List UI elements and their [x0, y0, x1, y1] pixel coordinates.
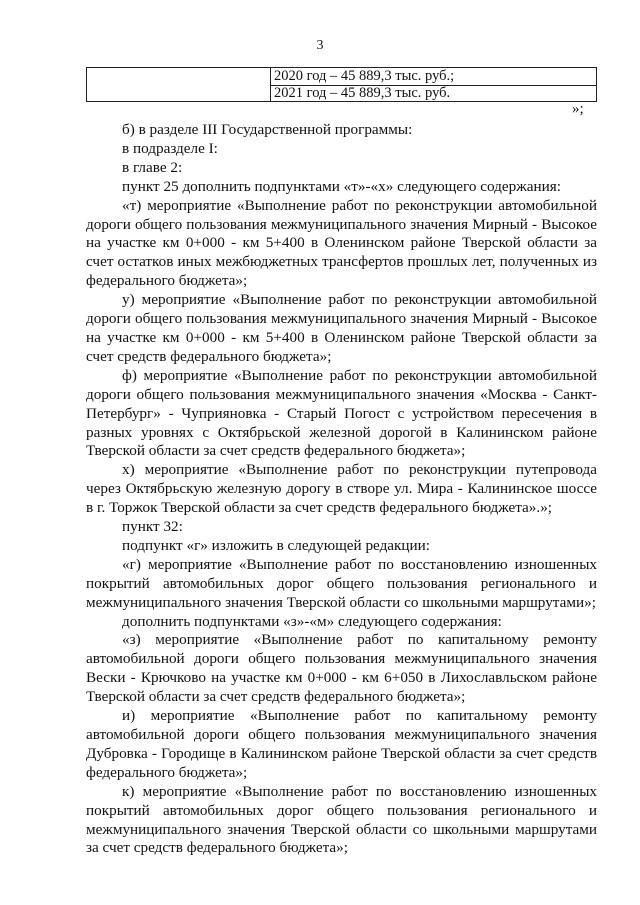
paragraph-subitem-kh: х) мероприятие «Выполнение работ по реконструкции путепровода через Октябрьскую железную дорогу в створе ул. Мира - Калининское шоссе в г. Торжок Тверской области за счет средств федерального бюджета».»;: [86, 461, 597, 517]
paragraph-subitem-f: ф) мероприятие «Выполнение работ по реконструкции автомобильной дороги общего пользования межмуниципального значения «Москва - Санкт-Петербург» - Чуприяновка - Старый Погост с устройством пересечения в разных уровнях с Октябрьской железной дорогой в Калининском районе Тверской области за счет средств федерального бюджета»;: [86, 366, 597, 460]
paragraph-item-25: пункт 25 дополнить подпунктами «т»-«х» следующего содержания:: [122, 177, 561, 195]
paragraph-subitem-t: «т) мероприятие «Выполнение работ по реконструкции автомобильной дороги общего пользования межмуниципального значения Мирный - Высокое на участке км 0+000 - км 5+400 в Оленинском районе Тверской области за счет остатков иных межбюджетных трансфертов прошлых лет, полученных из федерального бюджета»;: [86, 196, 597, 290]
table-row-2020: 2020 год – 45 889,3 тыс. руб.;: [274, 68, 455, 84]
paragraph-subsection-i: в подразделе I:: [122, 139, 218, 157]
paragraph-subitem-g-intro: подпункт «г» изложить в следующей редакции:: [122, 536, 431, 554]
table-empty-cell: [87, 68, 271, 101]
paragraph-subitem-k: к) мероприятие «Выполнение работ по восстановлению изношенных покрытий автомобильных дорог общего пользования регионального и межмуниципального значения Тверской области со школьными маршрутами за счет средств федерального бюджета»;: [86, 782, 597, 857]
document-body: [86, 121, 597, 858]
paragraph-subitem-i: и) мероприятие «Выполнение работ по капитальному ремонту автомобильной дороги общего пользования межмуниципального значения Дубровка - Городище в Калининском районе Тверской области за счет средств федерального бюджета»;: [86, 707, 597, 781]
paragraph-add-subitems: дополнить подпунктами «з»-«м» следующего содержания:: [122, 612, 502, 630]
table-row-2021: 2021 год – 45 889,3 тыс. руб.: [274, 85, 451, 101]
funding-table-fragment: [86, 67, 597, 102]
paragraph-item-32: пункт 32:: [122, 518, 183, 536]
page-number: 3: [316, 38, 324, 53]
paragraph-subitem-z: «з) мероприятие «Выполнение работ по капитальному ремонту автомобильной дороги общего пользования межмуниципального значения Вески - Крючково на участке км 0+000 - км 6+050 в Лихославльском районе Тверской области за счет средств федерального бюджета»;: [86, 631, 597, 706]
paragraph-subitem-u: у) мероприятие «Выполнение работ по реконструкции автомобильной дороги общего пользования межмуниципального значения Мирный - Высокое на участке км 0+000 - км 5+400 в Оленинском районе Тверской области за счет средств федерального бюджета»;: [86, 291, 597, 365]
paragraph-subitem-g: «г) мероприятие «Выполнение работ по восстановлению изношенных покрытий автомобильных дорог общего пользования регионального и межмуниципального значения Тверской области со школьными маршрутами»;: [86, 555, 597, 611]
table-closing-quote: »;: [572, 101, 584, 117]
paragraph-section-iii: б) в разделе III Государственной программы:: [122, 121, 413, 138]
paragraph-chapter-2: в главе 2:: [122, 158, 183, 176]
